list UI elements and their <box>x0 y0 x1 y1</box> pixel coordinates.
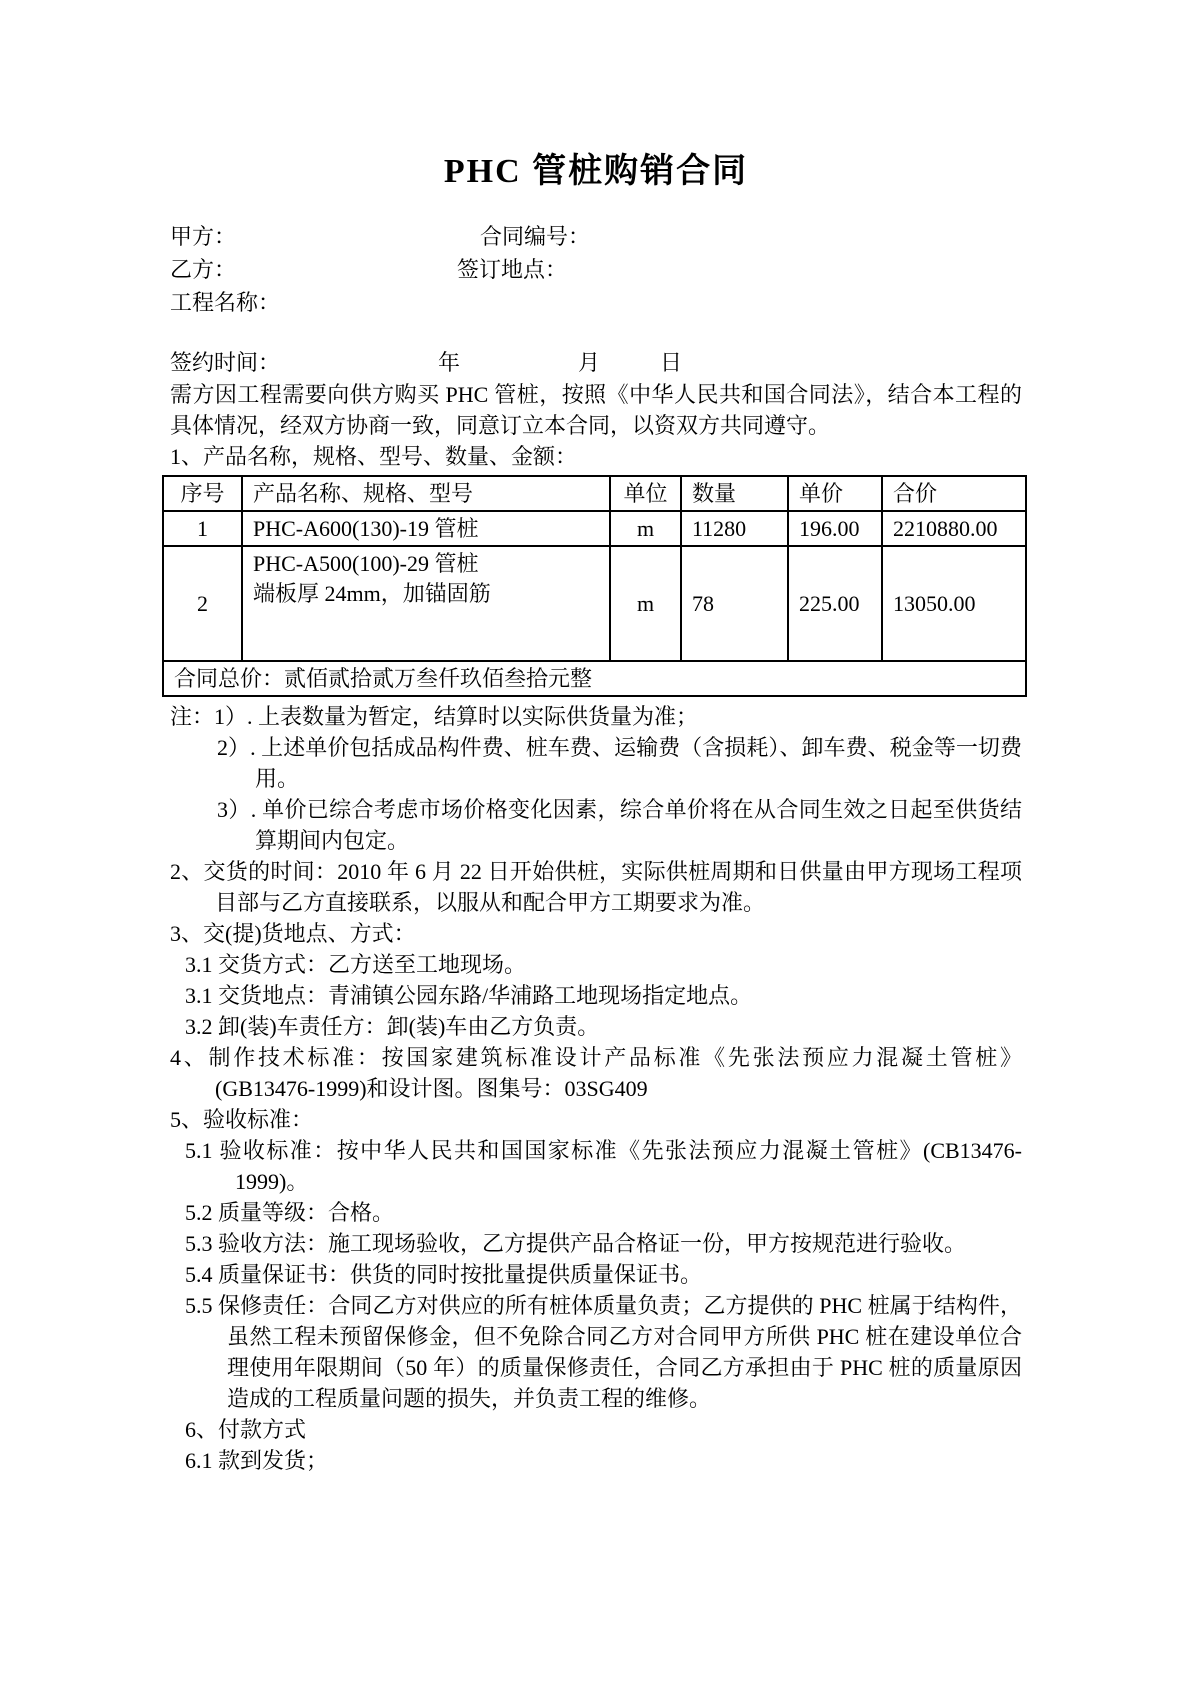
section-3-1-delivery-place: 3.1 交货地点：青浦镇公园东路/华浦路工地现场指定地点。 <box>185 983 753 1008</box>
sign-place-label: 签订地点： <box>457 257 568 282</box>
section-4-technical-standard: 4、制作技术标准：按国家建筑标准设计产品标准《先张法预应力混凝土管桩》(GB13476-1999)和设计图。图集号：03SG409 <box>170 1045 1022 1101</box>
header-total: 合价 <box>882 476 1026 511</box>
party-a-line <box>170 220 1022 253</box>
intro-paragraph: 需方因工程需要向供方购买 PHC 管桩，按照《中华人民共和国合同法》，结合本工程的具体情况，经双方协商一致，同意订立本合同，以资双方共同遵守。 <box>170 382 1022 438</box>
cell-unit: m <box>610 511 681 546</box>
table-row <box>163 511 1026 546</box>
note-2: 2）. 上述单价包括成品构件费、桩车费、运输费（含损耗）、卸车费、税金等一切费用。 <box>217 735 1022 791</box>
project-name-label: 工程名称： <box>170 290 281 315</box>
cell-name: PHC-A600(130)-19 管桩 <box>242 511 610 546</box>
cell-no: 1 <box>163 511 242 546</box>
table-header-row <box>163 476 1026 511</box>
section-5-1-acceptance-standard: 5.1 验收标准：按中华人民共和国国家标准《先张法预应力混凝土管桩》(CB13476-1999)。 <box>185 1138 1022 1194</box>
note-1: 注：1）. 上表数量为暂定，结算时以实际供货量为准； <box>170 704 699 729</box>
section-3-2-unloading: 3.2 卸(装)车责任方：卸(装)车由乙方负责。 <box>185 1014 600 1039</box>
header-name: 产品名称、规格、型号 <box>242 476 610 511</box>
cell-no: 2 <box>163 546 242 661</box>
cell-qty: 11280 <box>681 511 788 546</box>
cell-price: 196.00 <box>788 511 882 546</box>
party-b-label: 乙方： <box>170 257 237 282</box>
project-name-line <box>170 286 1022 319</box>
section-6-heading: 6、付款方式 <box>185 1417 307 1442</box>
year-label: 年 <box>438 350 461 375</box>
section-5-4-quality-certificate: 5.4 质量保证书：供货的同时按批量提供质量保证书。 <box>185 1262 703 1287</box>
section-5-3-acceptance-method: 5.3 验收方法：施工现场验收，乙方提供产品合格证一份，甲方按规范进行验收。 <box>185 1231 967 1256</box>
section-2-delivery-time: 2、交货的时间：2010 年 6 月 22 日开始供桩，实际供桩周期和日供量由甲方现场工程项目部与乙方直接联系，以服从和配合甲方工期要求为准。 <box>170 859 1022 915</box>
header-qty: 数量 <box>681 476 788 511</box>
section-6-1-payment: 6.1 款到发货； <box>185 1448 329 1473</box>
table-row <box>163 546 1026 661</box>
cell-price: 225.00 <box>788 546 882 661</box>
products-table <box>162 475 1027 697</box>
day-label: 日 <box>660 350 683 375</box>
party-b-line <box>170 253 1022 286</box>
header-price: 单价 <box>788 476 882 511</box>
section1-heading: 1、产品名称，规格、型号、数量、金额： <box>170 444 578 469</box>
month-label: 月 <box>578 350 601 375</box>
contract-total-price: 合同总价：贰佰贰拾贰万叁仟玖佰叁拾元整 <box>163 661 1026 696</box>
cell-name <box>242 546 610 661</box>
product-name-line2: 端板厚 24mm，加锚固筋 <box>253 581 491 606</box>
section-3-heading: 3、交(提)货地点、方式： <box>170 921 416 946</box>
header-no: 序号 <box>163 476 242 511</box>
section-5-5-warranty: 5.5 保修责任：合同乙方对供应的所有桩体质量负责；乙方提供的 PHC 桩属于结构件，虽然工程未预留保修金，但不免除合同乙方对合同甲方所供 PHC 桩在建设单位合理使用年限期间（50 年）的质量保修责任，合同乙方承担由于 PHC 桩的质量原因造成的工程质量问题的损失，并负责工程的维修。 <box>185 1293 1022 1411</box>
sign-time-label: 签约时间： <box>170 350 281 375</box>
parties-block <box>170 220 1022 319</box>
contract-title: PHC 管桩购销合同 <box>443 153 749 190</box>
party-a-label: 甲方： <box>170 224 237 249</box>
section-5-2-quality-grade: 5.2 质量等级：合格。 <box>185 1200 395 1225</box>
contract-no-label: 合同编号： <box>480 224 591 249</box>
cell-total: 13050.00 <box>882 546 1026 661</box>
cell-unit: m <box>610 546 681 661</box>
product-name-line1: PHC-A500(100)-29 管桩 <box>253 551 479 576</box>
sign-time-line <box>170 347 1022 379</box>
section-3-1-delivery-method: 3.1 交货方式：乙方送至工地现场。 <box>185 952 527 977</box>
contract-content <box>170 0 1022 1476</box>
cell-qty: 78 <box>681 546 788 661</box>
cell-total: 2210880.00 <box>882 511 1026 546</box>
section-5-heading: 5、验收标准： <box>170 1107 314 1132</box>
table-total-row <box>163 661 1026 696</box>
note-3: 3）. 单价已综合考虑市场价格变化因素，综合单价将在从合同生效之日起至供货结算期间内包定。 <box>217 797 1022 853</box>
header-unit: 单位 <box>610 476 681 511</box>
